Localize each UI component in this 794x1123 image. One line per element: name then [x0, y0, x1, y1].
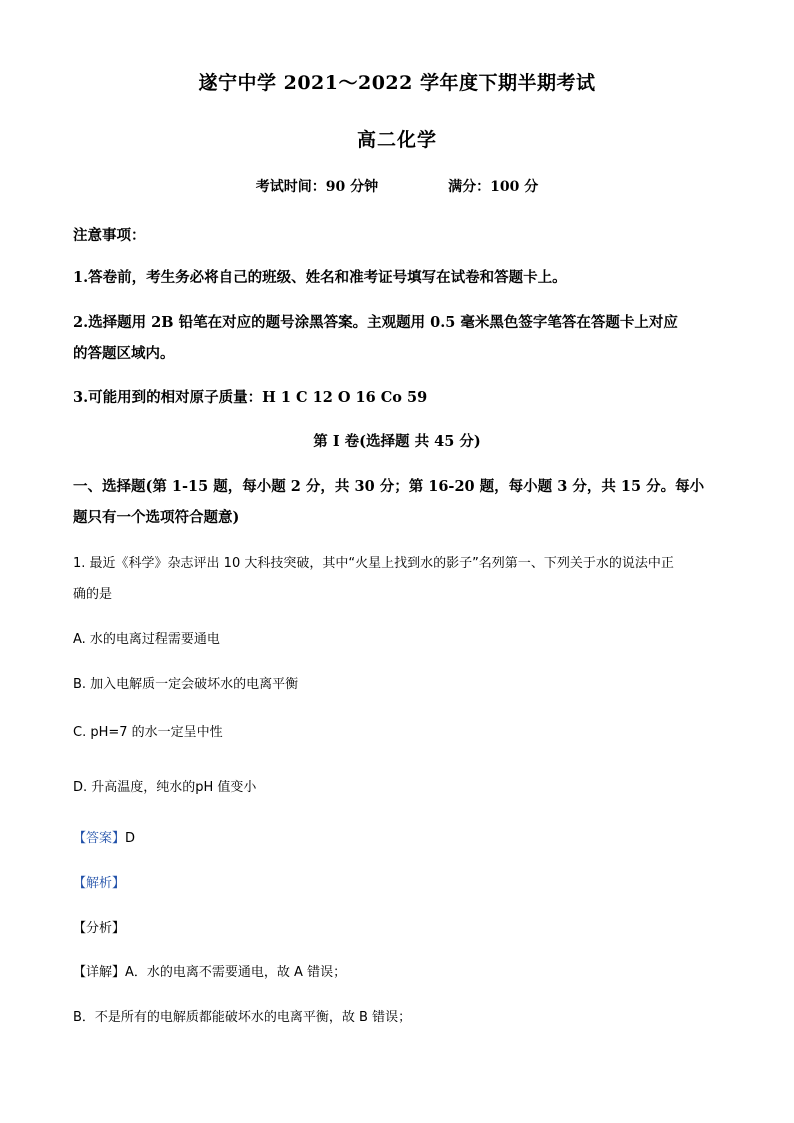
section-intro-line-1: 一、选择题(第 1-15 题，每小题 2 分，共 30 分；第 16-20 题，每小题 3 分，共 15 分。每小: [73, 478, 705, 495]
fenxi-label: 【分析】: [73, 921, 126, 936]
detail-line-b: B．不是所有的电解质都能破坏水的电离平衡，故 B 错误；: [73, 1010, 412, 1025]
answer-label: 【答案】: [73, 831, 126, 846]
answer-line: [73, 827, 135, 846]
notes-heading: 注意事项：: [73, 227, 146, 244]
notes-item-1: 1.答卷前，考生务必将自己的班级、姓名和准考证号填写在试卷和答题卡上。: [73, 269, 567, 286]
exam-meta: [0, 176, 794, 196]
detail-a: A．水的电离不需要通电，故 A 错误；: [125, 965, 347, 980]
option-d: D. 升高温度，纯水的pH 值变小: [73, 780, 257, 795]
section-intro-line-2: 题只有一个选项符合题意): [73, 509, 240, 526]
exam-score: 满分：100 分: [448, 179, 539, 195]
exam-time: 考试时间：90 分钟: [255, 179, 379, 195]
option-c: C. pH=7 的水一定呈中性: [73, 725, 223, 740]
notes-item-3: 3.可能用到的相对原子质量：H 1 C 12 O 16 Co 59: [73, 389, 428, 406]
exam-title: 遂宁中学 2021～2022 学年度下期半期考试: [198, 72, 596, 94]
option-b: B. 加入电解质一定会破坏水的电离平衡: [73, 677, 299, 692]
notes-item-2-line-2: 的答题区域内。: [73, 345, 175, 362]
notes-item-2-line-1: 2.选择题用 2B 铅笔在对应的题号涂黑答案。主观题用 0.5 毫米黑色签字笔答在答题卡上对应: [73, 314, 678, 331]
answer-value: D: [125, 831, 136, 846]
exam-subject: 高二化学: [356, 129, 437, 151]
detail-line-a: [73, 961, 346, 980]
detail-label: 【详解】: [73, 965, 126, 980]
option-a: A. 水的电离过程需要通电: [73, 632, 220, 647]
analysis-label: 【解析】: [73, 876, 126, 891]
question-1-stem-line-2: 确的是: [73, 587, 113, 602]
question-1-stem-line-1: 1. 最近《科学》杂志评出 10 大科技突破，其中“火星上找到水的影子”名列第一、下列关于水的说法中正: [73, 556, 674, 571]
section-heading: 第 I 卷(选择题 共 45 分): [313, 433, 481, 450]
